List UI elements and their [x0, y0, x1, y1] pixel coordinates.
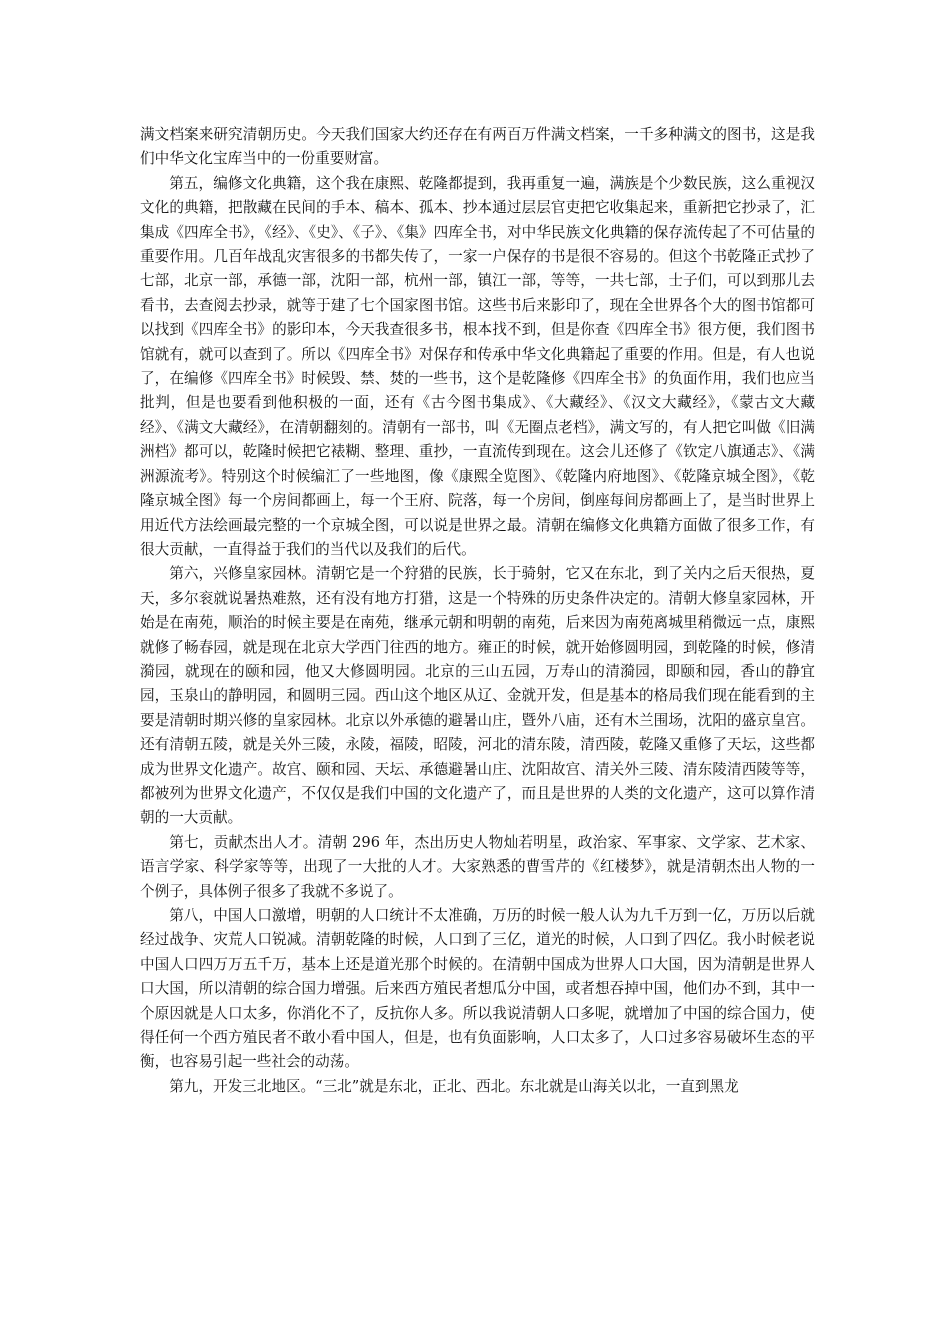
paragraph-ninth-point: 第九，开发三北地区。“三北”就是东北，正北、西北。东北就是山海关以北，一直到黑龙: [169, 1077, 739, 1095]
paragraph-sixth-point: 第六，兴修皇家园林。清朝它是一个狩猎的民族，长于骑射，它又在东北，到了关内之后天很热，夏天，多尔衮就说暑热难熬，还有没有地方打猎，这是一个特殊的历史条件决定的。清朝大修皇家园林，开始是在南苑，顺治的时候主要是在南苑，继承元朝和明朝的南苑，后来因为南苑离城里稍微远一点，康熙就修了畅春园，就是现在北京大学西门往西的地方。雍正的时候，就开始修圆明园，到乾隆的时候，修清漪园，就现在的颐和园，他又大修圆明园。北京的三山五园，万寿山的清漪园，即颐和园，香山的静宜园，玉泉山的静明园，和圆明三园。西山这个地区从辽、金就开发，但是基本的格局我们现在能看到的主要是清朝时期兴修的皇家园林。北京以外承德的避暑山庄，暨外八庙，还有木兰围场，沈阳的盛京皇宫。还有清朝五陵，就是关外三陵，永陵，福陵，昭陵，河北的清东陵，清西陵，乾隆又重修了天坛，这些都成为世界文化遗产。故宫、颐和园、天坛、承德避暑山庄、沈阳故宫、清关外三陵、清东陵清西陵等等，都被列为世界文化遗产，不仅仅是我们中国的文化遗产了，而且是世界的人类的文化遗产，这可以算作清朝的一大贡献。: [140, 565, 815, 827]
paragraph-seventh-point: 第七，贡献杰出人才。清朝 296 年，杰出历史人物灿若明星，政治家、军事家、文学家、艺术家、语言学家、科学家等等，出现了一大批的人才。大家熟悉的曹雪芹的《红楼梦》，就是清朝杰出人物的一个例子，具体例子很多了我就不多说了。: [140, 833, 815, 900]
document-page: [140, 123, 815, 1099]
paragraph-fifth-point: 第五，编修文化典籍，这个我在康熙、乾隆都提到，我再重复一遍，满族是个少数民族，这么重视汉文化的典籍，把散藏在民间的手本、稿本、孤本、抄本通过层层官吏把它收集起来，重新把它抄录了，汇集成《四库全书》，《经》、《史》、《子》、《集》四库全书，对中华民族文化典籍的保存流传起了不可估量的重要作用。几百年战乱灾害很多的书都失传了，一家一户保存的书是很不容易的。但这个书乾隆正式抄了七部，北京一部，承德一部，沈阳一部，杭州一部，镇江一部，等等，一共七部，士子们，可以到那儿去看书，去查阅去抄录，就等于建了七个国家图书馆。这些书后来影印了，现在全世界各个大的图书馆都可以找到《四库全书》的影印本，今天我查很多书，根本找不到，但是你查《四库全书》很方便，我们图书馆就有，就可以查到了。所以《四库全书》对保存和传承中华文化典籍起了重要的作用。但是，有人也说了，在编修《四库全书》时候毁、禁、焚的一些书，这个是乾隆修《四库全书》的负面作用，我们也应当批判，但是也要看到他积极的一面，还有《古今图书集成》、《大藏经》、《汉文大藏经》，《蒙古文大藏经》、《满文大藏经》，在清朝翻刻的。清朝有一部书，叫《无圈点老档》，满文写的，有人把它叫做《旧满洲档》都可以，乾隆时候把它裱糊、整理、重抄，一直流传到现在。这会儿还修了《钦定八旗通志》、《满洲源流考》。特别这个时候编汇了一些地图，像《康熙全览图》、《乾隆内府地图》、《乾隆京城全图》，《乾隆京城全图》每一个房间都画上，每一个王府、院落，每一个房间，倒座每间房都画上了，是当时世界上用近代方法绘画最完整的一个京城全图，可以说是世界之最。清朝在编修文化典籍方面做了很多工作，有很大贡献，一直得益于我们的当代以及我们的后代。: [140, 174, 815, 558]
paragraph-continuation: 满文档案来研究清朝历史。今天我们国家大约还存在有两百万件满文档案，一千多种满文的图书，这是我们中华文化宝库当中的一份重要财富。: [140, 126, 815, 168]
paragraph-eighth-point: 第八，中国人口激增，明朝的人口统计不太准确，万历的时候一般人认为九千万到一亿，万历以后就经过战争、灾荒人口锐减。清朝乾隆的时候，人口到了三亿，道光的时候，人口到了四亿。我小时候老说中国人口四万万五千万，基本上还是道光那个时候的。在清朝中国成为世界人口大国，因为清朝是世界人口大国，所以清朝的综合国力增强。后来西方殖民者想瓜分中国，或者想吞掉中国，他们办不到，其中一个原因就是人口太多，你消化不了，反抗你人多。所以我说清朝人口多呢，就增加了中国的综合国力，使得任何一个西方殖民者不敢小看中国人，但是，也有负面影响，人口太多了，人口过多容易破坏生态的平衡，也容易引起一些社会的动荡。: [140, 907, 815, 1071]
